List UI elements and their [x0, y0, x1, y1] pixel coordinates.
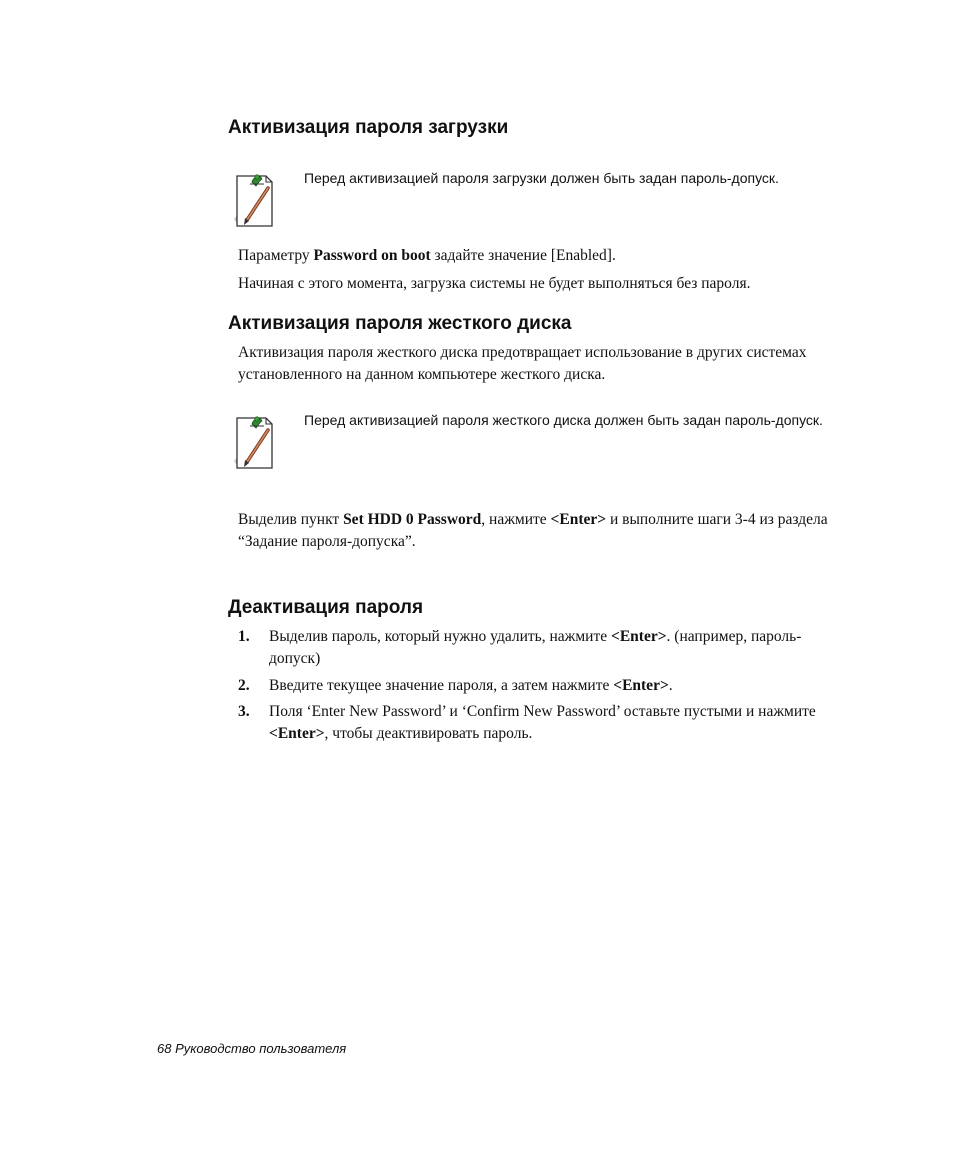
step-text — [269, 626, 838, 670]
paragraph-boot-result: Начиная с этого момента, загрузка системы не будет выполняться без пароля. — [238, 275, 751, 292]
note-pencil-icon — [232, 412, 280, 472]
text-span: , чтобы деактивировать пароль. — [324, 725, 533, 742]
key-name-bold: <Enter> — [613, 677, 669, 694]
paragraph-password-on-boot — [238, 245, 858, 267]
note-text-boot-password: Перед активизацией пароля загрузки должен быть задан пароль-допуск. — [304, 170, 779, 186]
step-1 — [238, 626, 838, 670]
step-number: 3. — [238, 703, 250, 720]
paragraph-hdd-intro: Активизация пароля жесткого диска предотвращает использование в других системах установленного на данном компьютере жесткого диска. — [238, 344, 807, 383]
option-name-bold: Password on boot — [313, 247, 431, 264]
text-span: Выделив пароль, который нужно удалить, нажмите — [269, 628, 611, 645]
step-3 — [238, 701, 838, 745]
note-text-hdd-password: Перед активизацией пароля жесткого диска должен быть задан пароль-допуск. — [304, 412, 823, 428]
step-text — [269, 675, 838, 697]
step-2 — [238, 675, 838, 697]
text-span: Параметру — [238, 247, 314, 264]
text-span: Введите текущее значение пароля, а затем нажмите — [269, 677, 614, 694]
text-span: и выполните шаги 3-4 из раздела “Задание пароля-допуска”. — [238, 511, 828, 550]
text-span: Поля ‘Enter New Password’ и ‘Confirm New Password’ оставьте пустыми и нажмите — [269, 703, 816, 720]
paragraph-hdd-instruction — [238, 509, 858, 553]
section-heading-deactivate-password: Деактивация пароля — [228, 597, 424, 618]
option-name-bold: Set HDD 0 Password — [343, 511, 482, 528]
text-span: , нажмите — [481, 511, 551, 528]
key-name-bold: <Enter> — [611, 628, 667, 645]
text-span: задайте значение [Enabled]. — [430, 247, 616, 264]
step-number: 1. — [238, 628, 250, 645]
step-text — [269, 701, 838, 745]
page-footer: 68 Руководство пользователя — [157, 1041, 347, 1056]
text-span: Выделив пункт — [238, 511, 344, 528]
section-heading-hdd-password: Активизация пароля жесткого диска — [228, 313, 572, 334]
step-number: 2. — [238, 677, 250, 694]
text-span: . — [668, 677, 673, 694]
key-name-bold: <Enter> — [269, 725, 325, 742]
key-name-bold: <Enter> — [550, 511, 607, 528]
section-heading-boot-password: Активизация пароля загрузки — [228, 117, 509, 138]
text-span: . (например, пароль-допуск) — [269, 628, 802, 667]
note-pencil-icon — [232, 170, 280, 230]
